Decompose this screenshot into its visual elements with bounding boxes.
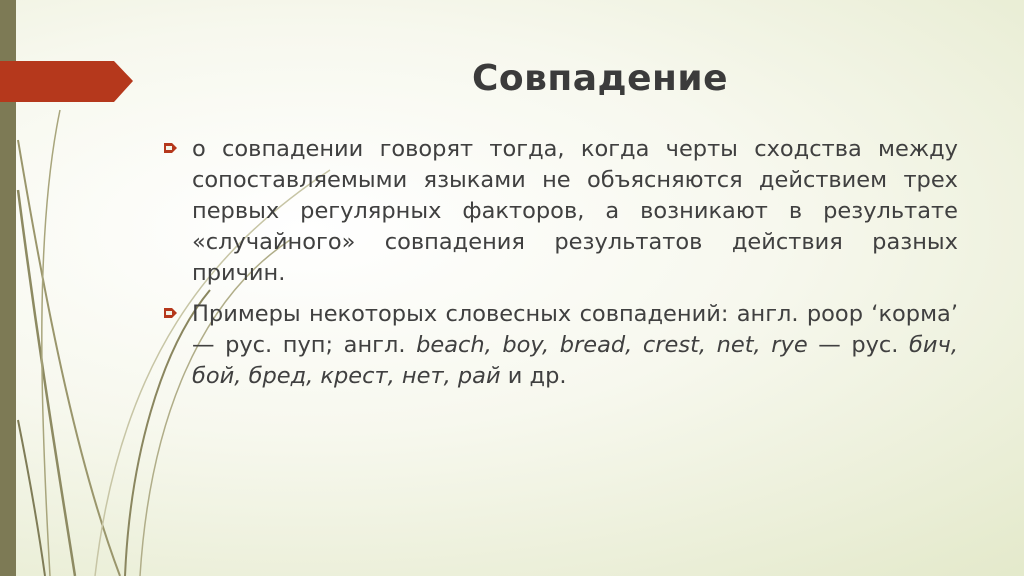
bullet-text: о совпадении говорят тогда, когда черты сходства между сопоставляемыми языками не объясняются действием трех первых регулярных факторов, а возникают в результате «случайного» совпадения результатов действия разных причин. xyxy=(192,136,958,286)
bullet-text: и др. xyxy=(500,363,567,389)
bullet-text: Примеры некоторых словесных совпадений: англ. poop ‘корма’ — рус. пуп; англ. xyxy=(192,301,958,358)
title-accent-arrow xyxy=(0,61,133,102)
english-examples: beach, boy, bread, crest, net, rye xyxy=(416,332,808,358)
slide-title: Совпадение xyxy=(471,58,729,99)
bullet-item xyxy=(162,134,958,289)
slide-content xyxy=(162,134,958,402)
arrow-bullet-icon xyxy=(164,306,177,320)
arrow-bullet-icon xyxy=(164,141,177,155)
bullet-item xyxy=(162,299,958,392)
russian-examples: бич, бой, бред, крест, нет, рай xyxy=(192,332,958,389)
bullet-text: — рус. xyxy=(807,332,910,358)
